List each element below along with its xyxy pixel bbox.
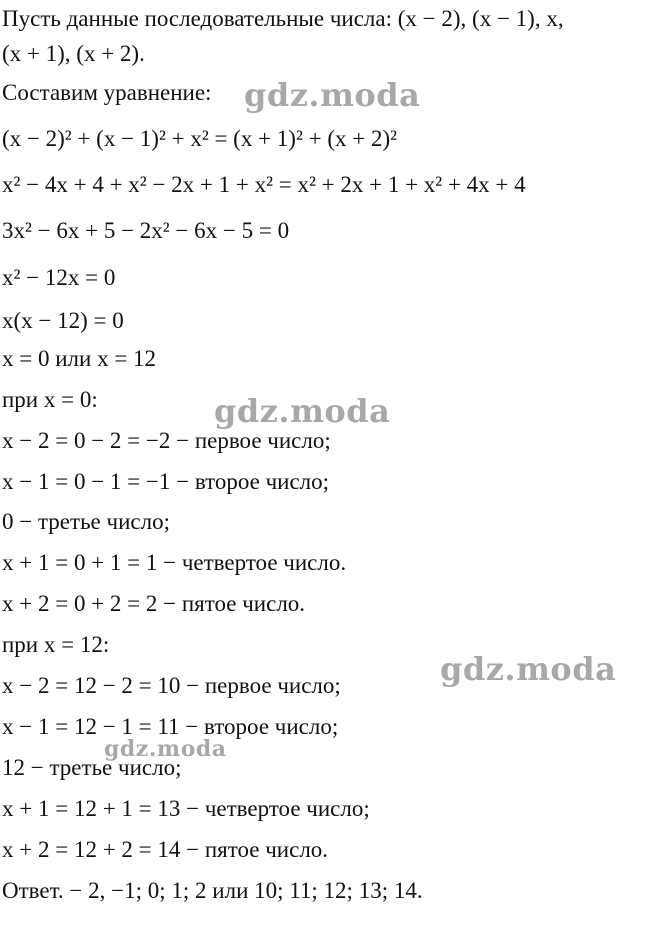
text-line: x − 2 = 0 − 2 = −2 − первое число; bbox=[2, 428, 331, 453]
watermark-logo: gdz.moda bbox=[440, 650, 617, 688]
text-line: при x = 12: bbox=[2, 632, 110, 657]
text-line: x − 1 = 12 − 1 = 11 − второе число; bbox=[2, 714, 339, 739]
text-line: при x = 0: bbox=[2, 387, 98, 412]
text-line: x = 0 или x = 12 bbox=[2, 346, 157, 371]
text-line: x² − 12x = 0 bbox=[2, 265, 116, 290]
text-line: Составим уравнение: bbox=[2, 80, 212, 105]
text-line: x + 1 = 0 + 1 = 1 − четвертое число. bbox=[2, 550, 347, 575]
text-line: x + 2 = 12 + 2 = 14 − пятое число. bbox=[2, 837, 329, 862]
text-line: x + 1 = 12 + 1 = 13 − четвертое число; bbox=[2, 796, 370, 821]
text-line: x + 2 = 0 + 2 = 2 − пятое число. bbox=[2, 591, 306, 616]
watermark-logo: gdz.moda bbox=[104, 736, 227, 762]
text-line: x − 1 = 0 − 1 = −1 − второе число; bbox=[2, 469, 330, 494]
text-line: (x − 2)² + (x − 1)² + x² = (x + 1)² + (x + 2)² bbox=[2, 126, 398, 151]
text-line: x(x − 12) = 0 bbox=[2, 308, 124, 333]
text-line: Пусть данные последовательные числа: (x − 2), (x − 1), x, bbox=[2, 6, 564, 31]
text-line: (x + 1), (x + 2). bbox=[2, 41, 145, 66]
watermark-logo: gdz.moda bbox=[244, 76, 421, 114]
text-line: Ответ. − 2, −1; 0; 1; 2 или 10; 11; 12; 13; 14. bbox=[2, 878, 423, 903]
text-line: 12 − третье число; bbox=[2, 755, 182, 780]
text-line: x² − 4x + 4 + x² − 2x + 1 + x² = x² + 2x + 1 + x² + 4x + 4 bbox=[2, 172, 526, 197]
text-line: 0 − третье число; bbox=[2, 509, 170, 534]
watermark-logo: gdz.moda bbox=[214, 392, 391, 430]
text-line: x − 2 = 12 − 2 = 10 − первое число; bbox=[2, 673, 341, 698]
text-line: 3x² − 6x + 5 − 2x² − 6x − 5 = 0 bbox=[2, 218, 290, 243]
